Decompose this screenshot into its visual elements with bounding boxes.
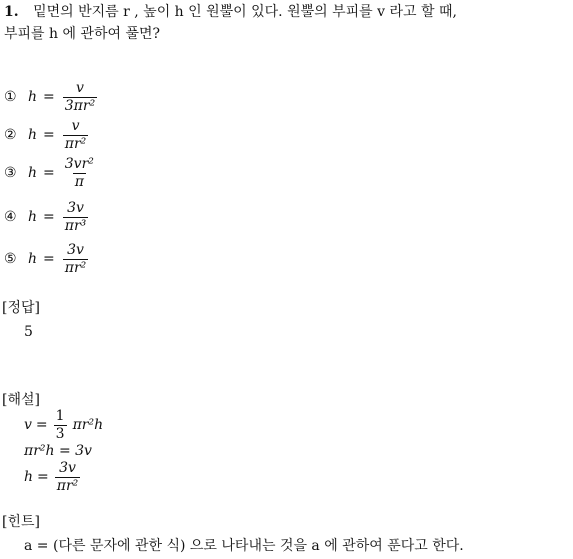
choice-fraction: $\frac{v}{\text{πr²}}$: [64, 118, 87, 152]
answer-value: 5: [24, 324, 33, 340]
choice-4[interactable]: ④ h = $\frac{3v}{\text{πr³}}$: [4, 200, 87, 234]
solution-fraction: $\frac{3v}{\text{πr²}}$: [56, 460, 79, 494]
choice-marker: ①: [4, 88, 17, 105]
question-line-1: [4, 4, 457, 21]
answer-heading: [정답]: [2, 300, 40, 316]
choice-fraction: $\frac{3v}{\text{πr³}}$: [64, 200, 87, 234]
choice-5[interactable]: ⑤ h = $\frac{3v}{\text{πr²}}$: [4, 242, 87, 276]
solution-line-3: h = $\frac{3v}{\text{πr²}}$: [24, 460, 79, 494]
choice-marker: ③: [4, 164, 17, 181]
question-text-line-1: 밑면의 반지름 r , 높이 h 인 원뿔이 있다. 원뿔의 부피를 v 라고 할 때,: [33, 4, 457, 20]
choice-marker: ⑤: [4, 250, 17, 267]
solution-fraction: $\frac{1}{3}$: [55, 408, 65, 442]
choice-3[interactable]: ③ h = $\frac{\text{3vr²}}{\pi}$: [4, 156, 94, 190]
solution-line-2: πr²h = 3v: [24, 443, 92, 459]
solution-line-1: v = $\frac{1}{3}$ πr²h: [24, 408, 104, 442]
choice-marker: ②: [4, 126, 17, 143]
choice-marker: ④: [4, 208, 17, 225]
choice-fraction: $\frac{\text{3vr²}}{\pi}$: [64, 156, 94, 190]
choice-2[interactable]: ② h = $\frac{v}{\text{πr²}}$: [4, 118, 87, 152]
choice-fraction: $\frac{3v}{\text{πr²}}$: [64, 242, 87, 276]
choice-fraction: $\frac{v}{\text{3πr²}}$: [64, 80, 96, 114]
hint-text: a = (다른 문자에 관한 식) 으로 나타내는 것을 a 에 관하여 푼다고 한다.: [24, 538, 464, 554]
hint-heading: [힌트]: [2, 514, 40, 530]
question-number: 1.: [4, 4, 19, 20]
solution-heading: [해설]: [2, 392, 40, 408]
choice-1[interactable]: ① h = $\frac{v}{\text{3πr²}}$: [4, 80, 96, 114]
question-line-2: 부피를 h 에 관하여 풀면?: [4, 26, 161, 42]
